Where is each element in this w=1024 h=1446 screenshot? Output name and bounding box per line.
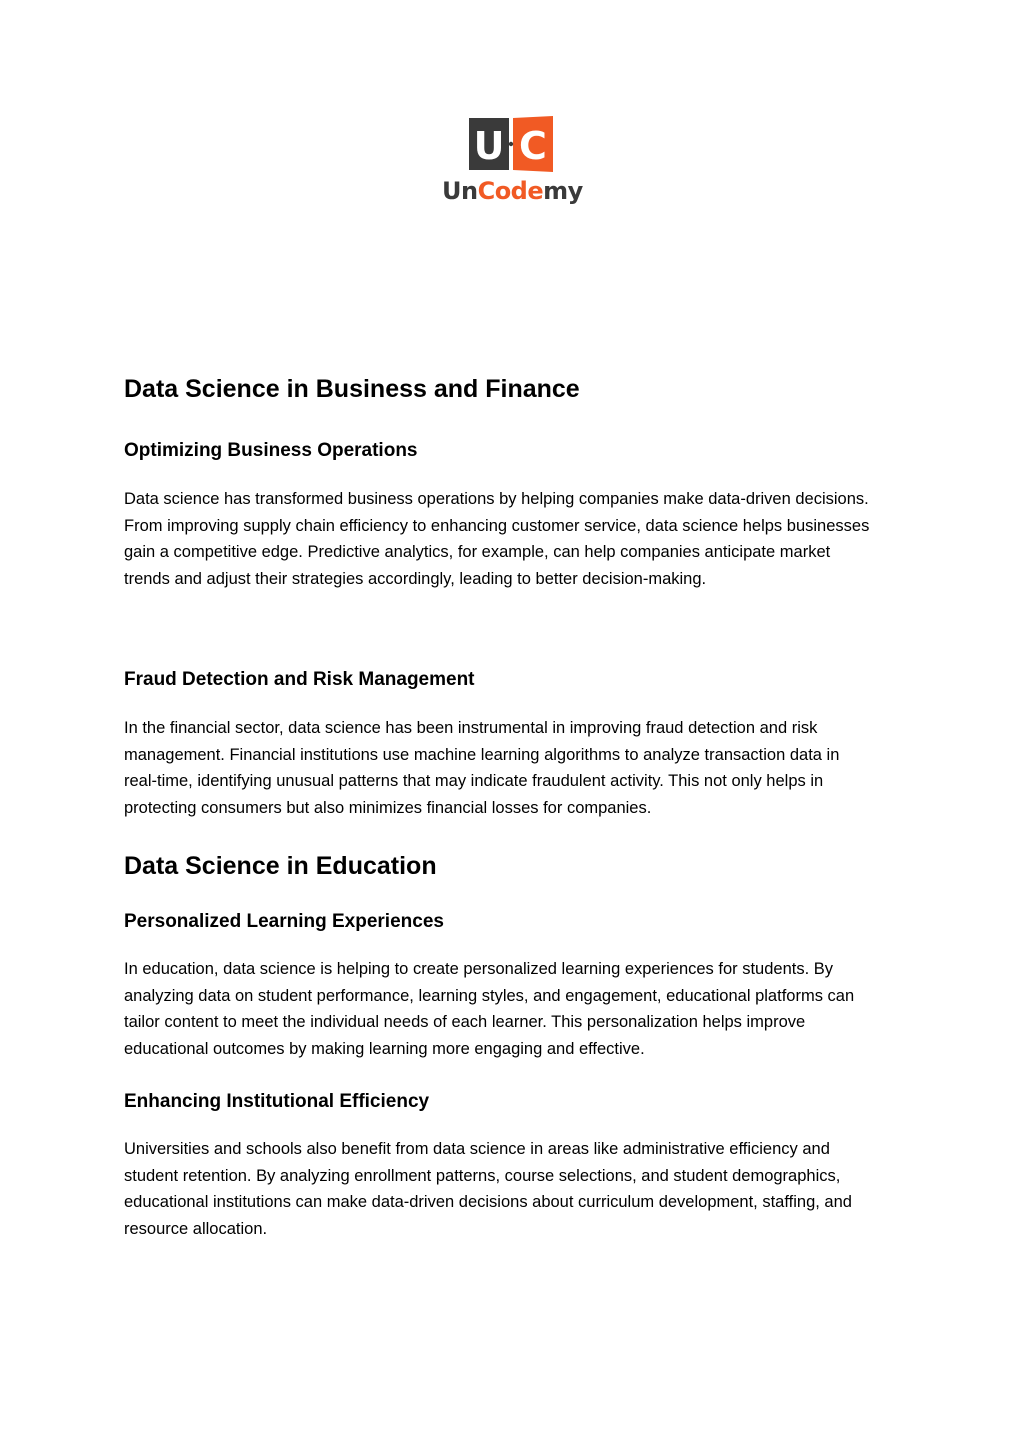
fraud-detection-paragraph: In the financial sector, data science has been instrumental in improving fraud detection and risk management. Financial institutions use machine learning algorithms to analyze transaction data in real-time, identifying unusual patterns that may indicate fraudulent activity. This not only helps in protecting consumers but also minimizes financial losses for companies.: [124, 719, 840, 817]
personalized-learning-heading: Personalized Learning Experiences: [124, 911, 444, 932]
personalized-learning-paragraph: In education, data science is helping to create personalized learning experiences for students. By analyzing data on student performance, learning styles, and engagement, educational platforms can tailor content to meet the individual needs of each learner. This personalization helps improve educational outcomes by making learning more engaging and effective.: [124, 960, 855, 1058]
education-title: Data Science in Education: [124, 852, 437, 880]
uncodemy-logo: [442, 116, 582, 208]
logo-mark-right-letter: C: [519, 124, 547, 168]
logo-mark-left-letter: U: [473, 124, 505, 168]
uc-logo-mark-icon: [469, 116, 553, 172]
optimizing-operations-paragraph: Data science has transformed business operations by helping companies make data-driven decisions. From improving supply chain efficiency to enhancing customer service, data science helps businesses gain a competitive edge. Predictive analytics, for example, can help companies anticipate market trends and adjust their strategies accordingly, leading to better decision-making.: [124, 490, 870, 588]
business-finance-title: Data Science in Business and Finance: [124, 375, 580, 403]
logo-word-part-2: Code: [477, 177, 544, 205]
logo-word-part-1: Un: [442, 177, 478, 205]
institutional-efficiency-heading: Enhancing Institutional Efficiency: [124, 1091, 430, 1112]
institutional-efficiency-paragraph: Universities and schools also benefit from data science in areas like administrative efficiency and student retention. By analyzing enrollment patterns, course selections, and student demographics, educational institutions can make data-driven decisions about curriculum development, staffing, and resource allocation.: [124, 1140, 852, 1238]
logo-wordmark: [442, 176, 582, 206]
fraud-detection-heading: Fraud Detection and Risk Management: [124, 669, 475, 690]
logo-word-part-3: my: [543, 177, 583, 205]
optimizing-operations-heading: Optimizing Business Operations: [124, 440, 418, 461]
